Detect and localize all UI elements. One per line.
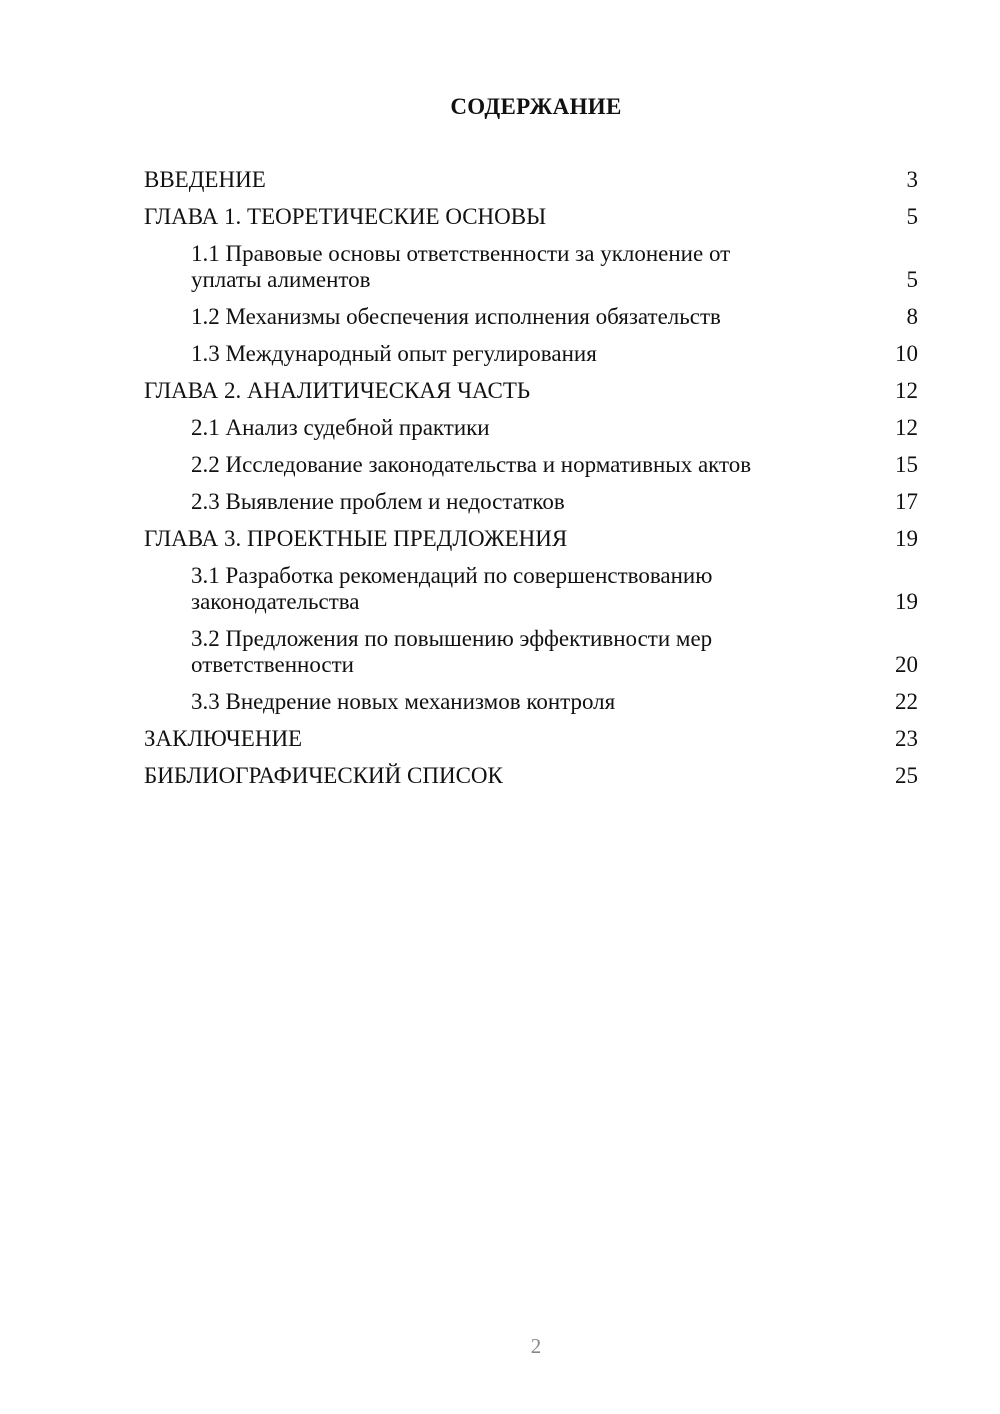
toc-entry-introduction[interactable] xyxy=(144,167,918,193)
toc-entry-title: ЗАКЛЮЧЕНИЕ xyxy=(144,726,303,751)
toc-entry-section-1-1[interactable] xyxy=(144,241,918,293)
toc-entry-section-3-1[interactable] xyxy=(144,563,918,615)
toc-entry-title: БИБЛИОГРАФИЧЕСКИЙ СПИСОК xyxy=(144,763,503,788)
toc-entry-title: ВВЕДЕНИЕ xyxy=(144,167,266,192)
toc-entry-section-1-2[interactable] xyxy=(144,304,918,330)
toc-entry-title: 1.2 Механизмы обеспечения исполнения обязательств xyxy=(191,304,721,329)
toc-entry-title: 2.2 Исследование законодательства и нормативных актов xyxy=(191,452,752,477)
toc-entry-page: 3 xyxy=(906,167,918,192)
toc-entry-page: 20 xyxy=(895,652,918,677)
toc-entry-page: 25 xyxy=(895,763,918,788)
table-of-contents xyxy=(144,167,918,800)
toc-entry-section-2-2[interactable] xyxy=(144,452,918,478)
toc-entry-section-3-3[interactable] xyxy=(144,689,918,715)
toc-entry-page: 23 xyxy=(895,726,918,751)
toc-entry-page: 22 xyxy=(895,689,918,714)
toc-entry-title: 3.1 Разработка рекомендаций по совершенствованию законодательства xyxy=(191,563,713,614)
toc-entry-chapter-2[interactable] xyxy=(144,378,918,404)
page-title: СОДЕРЖАНИЕ xyxy=(450,94,622,119)
toc-entry-section-1-3[interactable] xyxy=(144,341,918,367)
toc-entry-page: 5 xyxy=(906,267,918,292)
toc-entry-title: ГЛАВА 2. АНАЛИТИЧЕСКАЯ ЧАСТЬ xyxy=(144,378,531,403)
toc-entry-section-2-3[interactable] xyxy=(144,489,918,515)
toc-entry-page: 19 xyxy=(895,526,918,551)
toc-entry-chapter-3[interactable] xyxy=(144,526,918,552)
toc-entry-conclusion[interactable] xyxy=(144,726,918,752)
toc-entry-page: 15 xyxy=(895,452,918,477)
toc-entry-page: 12 xyxy=(895,378,918,403)
toc-entry-title: 3.2 Предложения по повышению эффективности мер ответственности xyxy=(191,626,713,677)
toc-entry-title: ГЛАВА 3. ПРОЕКТНЫЕ ПРЕДЛОЖЕНИЯ xyxy=(144,526,568,551)
toc-entry-page: 12 xyxy=(895,415,918,440)
page-number: 2 xyxy=(530,1334,542,1358)
toc-entry-title: ГЛАВА 1. ТЕОРЕТИЧЕСКИЕ ОСНОВЫ xyxy=(144,204,547,229)
toc-entry-page: 10 xyxy=(895,341,918,366)
toc-entry-section-3-2[interactable] xyxy=(144,626,918,678)
toc-entry-page: 19 xyxy=(895,589,918,614)
toc-entry-title: 1.1 Правовые основы ответственности за уклонение от уплаты алиментов xyxy=(191,241,731,292)
toc-entry-page: 17 xyxy=(895,489,918,514)
toc-entry-title: 2.3 Выявление проблем и недостатков xyxy=(191,489,565,514)
toc-entry-section-2-1[interactable] xyxy=(144,415,918,441)
toc-entry-page: 8 xyxy=(906,304,918,329)
toc-entry-page: 5 xyxy=(906,204,918,229)
toc-entry-title: 3.3 Внедрение новых механизмов контроля xyxy=(191,689,616,714)
toc-entry-title: 2.1 Анализ судебной практики xyxy=(191,415,490,440)
toc-entry-title: 1.3 Международный опыт регулирования xyxy=(191,341,597,366)
toc-entry-bibliography[interactable] xyxy=(144,763,918,789)
toc-entry-chapter-1[interactable] xyxy=(144,204,918,230)
